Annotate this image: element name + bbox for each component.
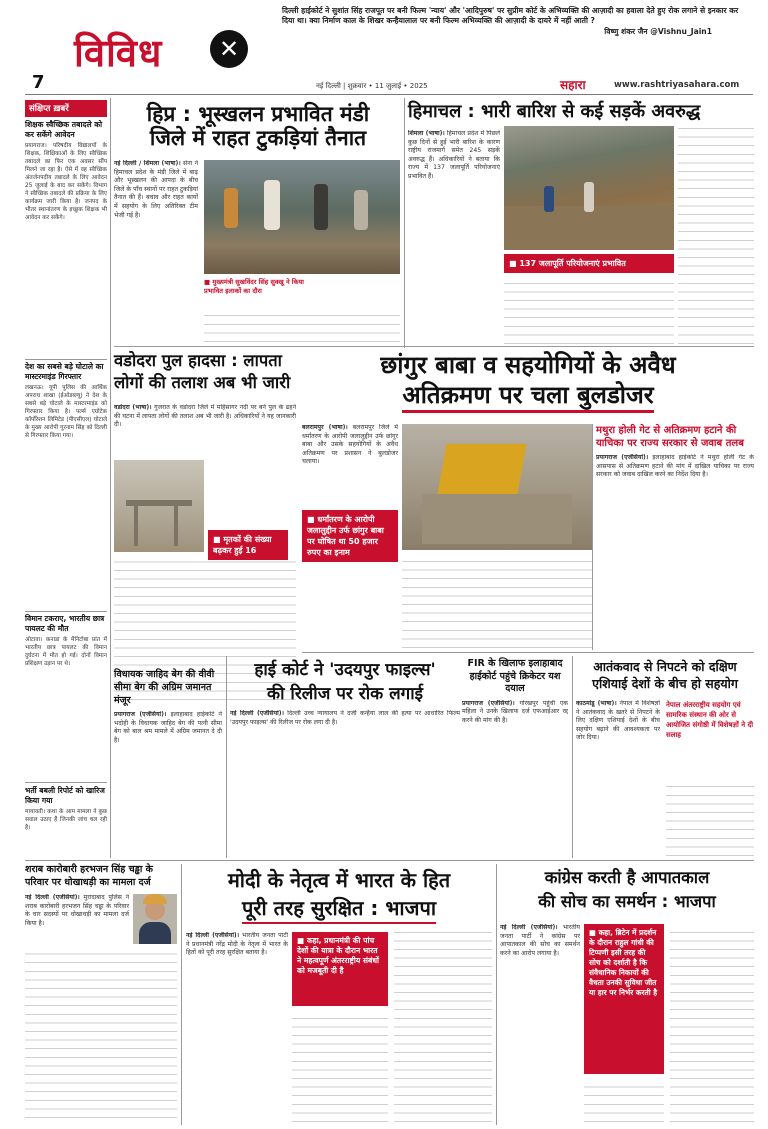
divider xyxy=(25,611,107,612)
article-vidhayak xyxy=(114,668,222,858)
byline: नई दिल्ली (एजेंसियां)। xyxy=(500,924,558,931)
column-rule xyxy=(592,424,593,650)
article-body xyxy=(230,710,460,850)
body-continuation xyxy=(402,556,592,648)
sidebar-item xyxy=(25,120,107,322)
body-continuation xyxy=(292,1012,388,1122)
article-headline: FIR के खिलाफ इलाहाबाद हाईकोर्ट पहुंचे क्रिकेटर यश दयाल xyxy=(467,658,563,694)
article-body xyxy=(25,894,129,944)
person-photo xyxy=(133,894,177,944)
headline-line: जिले में राहत टुकड़ियां तैनात xyxy=(149,126,367,151)
body-text: दिल्ली उच्च न्यायालय ने दर्जी कन्हैया लाल की हत्या पर आधारित फिल्म 'उदयपुर फाइल्स' की रिलीज पर रोक लगा दी है। xyxy=(230,710,460,726)
byline: नई दिल्ली (एजेंसियां)। xyxy=(186,932,240,939)
sidebar-item-body: लखनऊ। यूपी पुलिस की आर्थिक अपराध शाखा (ईओडब्ल्यू) ने देश के सबसे बड़े घोटाले के मास्टरमाइंड को गिरफ्तार किया है। पर्ल्स एग्रोटेक कॉर्पोरेशन लिमिटेड (पीएसीएल) घोटाले के मुख्य आरोपी गुरनाम सिंह को दिल्ली से गिरफ्तार किया गया। xyxy=(25,385,107,439)
column-rule xyxy=(181,864,182,1125)
quote-author: विष्णु शंकर जैन @Vishnu_Jain1 xyxy=(604,27,712,36)
header-quote xyxy=(282,6,752,64)
body-continuation xyxy=(394,932,492,1122)
body-continuation xyxy=(584,1080,664,1122)
article-body xyxy=(408,130,500,344)
byline: वडोदरा (भाषा)। xyxy=(114,404,152,411)
sidebar-item xyxy=(25,614,107,766)
body-continuation xyxy=(678,126,754,344)
article-headline: आतंकवाद से निपटने को दक्षिण एशियाई देशों के बीच हो सहयोग xyxy=(592,659,738,691)
article-yash-dayal xyxy=(462,658,568,858)
article-body xyxy=(500,924,580,1122)
body-text: इलाहाबाद हाईकोर्ट ने मथुरा होली गेट के आसपास से अतिक्रमण हटाने की मांग में दाखिल याचिका पर राज्य सरकार को जवाब दाखिल करने का निर्देश दिया है। xyxy=(596,454,754,479)
body-continuation xyxy=(204,308,400,342)
headline-line: हिप्र : भूस्खलन प्रभावित मंडी xyxy=(146,102,370,126)
divider xyxy=(25,359,107,360)
sidebar-title: संक्षिप्त ख़बरें xyxy=(25,100,107,117)
caption-text: मुख्यमंत्री सुखविंदर सिंह सुक्खू ने किया प्रभावित इलाकों का दौरा xyxy=(204,278,304,295)
callout-badge xyxy=(302,510,398,562)
sidebar-item-body: प्रयागराज। परिषदीय विद्यालयों के शिक्षक, शिक्षिकाओं के लिए स्वैच्छिक तबादले का फिर एक अवसर सौंप मिलने जा रहा है। ऐसे में वह स्वैच्छिक अंतर्जनपदीय तबादले के लिए आवेदन 25 जुलाई के बाद कर सकेंगे। विभाग ने स्वैच्छिक तबादले की प्रक्रिया के लिए कार्यक्रम जारी किया है। जनपद के भीतर स्थानांतरण के इच्छुक शिक्षक भी आवेदन कर सकेंगे। xyxy=(25,143,107,221)
sidebar-item-headline: विमान टकराए, भारतीय छात्र पायलट की मौत xyxy=(25,614,105,633)
badge-marker: ■ xyxy=(509,259,520,268)
article-body xyxy=(114,404,296,454)
body-continuation xyxy=(670,924,754,1122)
article-congress xyxy=(500,866,754,1125)
body-text: नेपाल में विशेषज्ञों ने आतंकवाद के खतरे से निपटने के लिए दक्षिण एशियाई देशों के बीच सहयोग बढ़ाने की आवश्यकता पर जोर दिया। xyxy=(576,700,660,742)
article-mathura xyxy=(596,424,754,650)
headline-line: छांगुर बाबा व सहयोगियों के अवैध xyxy=(380,351,676,379)
byline: नई दिल्ली / शिमला (भाषा)। xyxy=(114,160,181,167)
sub-callout: नेपाल अंतरराष्ट्रीय सहयोग एवं सामरिक संस्थान की ओर से आयोजित संगोष्ठी में विशेषज्ञों ने दी सलाह xyxy=(666,701,754,739)
body-text: सेना ने हिमाचल प्रदेश के मंडी जिले में बाढ़ और भूस्खलन की आपदा के बीच जिले के पाँच स्थानों पर राहत टुकड़ियां तैनात की हैं। बचाव और राहत कार्यों में सहयोग के लिए अतिरिक्त टीम भेजी गई है। xyxy=(114,160,198,219)
article-body xyxy=(462,700,568,840)
headline-line: हाई कोर्ट ने 'उदयपुर फाइल्स' xyxy=(254,660,436,680)
page-number: 7 xyxy=(32,72,45,93)
body-continuation xyxy=(504,276,674,344)
body-text: इलाहाबाद हाईकोर्ट ने भदोही के विधायक जाहिद बेग की पत्नी सीमा बेग को बाल श्रम मामले में अग्रिम जमानत दे दी है। xyxy=(114,711,222,744)
badge-marker: ■ xyxy=(297,936,307,945)
byline: प्रयागराज (एजेंसियां)। xyxy=(596,454,649,461)
masthead-text: सहारा xyxy=(560,78,586,92)
article-headline xyxy=(500,866,754,914)
article-headline: हिमाचल : भारी बारिश से कई सड़कें अवरुद्ध xyxy=(408,101,701,122)
article-body xyxy=(576,700,660,856)
bridge-photo xyxy=(114,460,204,552)
sidebar-item-body: मायावती। कथा के आम मामला ने कुछ सवाल उठाए हैं जिनकी जांच चल रही है। xyxy=(25,809,107,831)
date-line: नई दिल्ली | शुक्रवार • 11 जुलाई • 2025 xyxy=(316,82,428,90)
callout-text: मृतकों की संख्या बढ़कर हुई 16 xyxy=(213,535,272,555)
article-body xyxy=(186,932,288,1122)
row-rule xyxy=(114,346,754,347)
body-text: हिमाचल प्रदेश में पिछले कुछ दिनों से हुई भारी बारिश के कारण राष्ट्रीय राजमार्ग समेत 245 सड़कें अवरुद्ध हैं। अधिकारियों ने बताया कि राज्य में 137 जलापूर्ति परियोजनाएं प्रभावित हैं। xyxy=(408,130,500,180)
callout-text: कहा, प्रधानमंत्री की पांच देशों की यात्रा के दौरान भारत ने महत्वपूर्ण अंतरराष्ट्रीय संबंधों को मजबूती दी है xyxy=(297,936,379,975)
article-headline xyxy=(114,102,402,150)
callout-badge xyxy=(292,932,388,1006)
header-rule xyxy=(25,94,753,95)
column-rule xyxy=(226,656,227,858)
article-headline: वडोदरा पुल हादसा : लापता लोगों की तलाश अब भी जारी xyxy=(114,351,291,392)
badge-marker: ■ xyxy=(307,515,318,524)
byline: शिमला (भाषा)। xyxy=(408,130,445,137)
callout-text: कहा, ब्रिटेन में प्रदर्शन के दौरान राहुल गांधी की टिप्पणी इसी तरह की सोच को दर्शाती है कि संवैधानिक निकायों की वैधता उनकी सुविधा जीत या हार पर निर्भर करती है xyxy=(589,928,658,997)
callout-badge xyxy=(584,924,664,1074)
masthead xyxy=(560,76,586,93)
rescue-photo xyxy=(204,160,400,274)
article-headline xyxy=(302,350,754,413)
article-modi xyxy=(186,866,492,1125)
headline-line: मोदी के नेतृत्व में भारत के हित xyxy=(227,868,451,892)
sidebar-item-headline: भर्ती बबली रिपोर्ट को खारिज किया गया xyxy=(25,786,105,805)
byline: नई दिल्ली (एजेंसियां)। xyxy=(230,710,284,717)
callout-badge xyxy=(504,254,674,273)
row-rule xyxy=(25,860,754,861)
sidebar-item xyxy=(25,362,107,544)
column-rule xyxy=(572,656,573,858)
section-title: विविध xyxy=(74,30,163,75)
byline: नई दिल्ली (एजेंसियां)। xyxy=(25,894,80,901)
body-text: बलरामपुर जिले में धर्मांतरण के आरोपी जलालुद्दीन उर्फ छांगुर बाबा और उसके सहयोगियों के अवैध अतिक्रमण पर प्रशासन ने बुलडोजर चलाया। xyxy=(302,424,398,466)
body-text: गुजरात के वडोदरा जिले में महिसागर नदी पर बने पुल के ढहने की घटना में लापता लोगों की तलाश अब भी जारी है। अधिकारियों ने यह जानकारी दी। xyxy=(114,404,296,429)
callout-text: 137 जलापूर्ति परियोजनाएं प्रभावित xyxy=(519,259,626,268)
bulldozer-photo xyxy=(402,424,592,550)
article-udaipur xyxy=(230,656,460,858)
section-logo xyxy=(40,22,250,78)
headline-line: की सोच का समर्थन : भाजपा xyxy=(538,892,716,911)
headline-line: अतिक्रमण पर चला बुलडोजर xyxy=(402,380,653,413)
body-text: भारतीय जनता पार्टी ने प्रधानमंत्री नरेंद्र मोदी के नेतृत्व में भारत के हितों को पूरी तरह सुरक्षित बताया है। xyxy=(186,932,288,957)
headline-line: कांग्रेस करती है आपातकाल xyxy=(544,868,710,887)
body-text: मुरादाबाद पुलिस ने शराब कारोबारी हरभजन सिंह चड्ढा के परिवार के चार सदस्यों पर धोखाधड़ी का मामला दर्ज किया है। xyxy=(25,894,129,927)
quote-text: दिल्ली हाईकोर्ट ने सुशांत सिंह राजपूत पर बनी फिल्म 'न्याय' और 'आदिपुरुष' पर सुप्रीम कोर्ट के अभिव्यक्ति की आज़ादी का हवाला देते हुए रोक लगाने से इनकार कर दिया था। क्या निर्माण काल के शिखर कन्हैयालाल पर बनी फिल्म अभिव्यक्ति की आज़ादी के दायरे में नहीं आती ? xyxy=(282,6,739,25)
x-logo-icon: ✕ xyxy=(210,30,248,68)
sidebar-item-body: ओटावा। कनाडा के मैनिटोबा प्रांत में भारतीय छात्र पायलट की विमान दुर्घटना में मौत हो गई। दोनों विमान प्रशिक्षण उड़ान पर थे। xyxy=(25,637,107,667)
headline-line: पूरी तरह सुरक्षित : भाजपा xyxy=(242,894,436,924)
article-headline xyxy=(186,866,492,924)
column-rule xyxy=(110,98,111,858)
body-continuation xyxy=(25,948,177,1118)
page-header xyxy=(0,0,768,96)
website: www.rashtriyasahara.com xyxy=(614,80,740,90)
badge-marker: ■ xyxy=(589,928,599,937)
headline-line: की रिलीज पर रोक लगाई xyxy=(267,684,423,704)
article-headline xyxy=(230,658,460,706)
body-continuation xyxy=(666,784,754,856)
article-terror xyxy=(576,658,754,858)
article-harbhajan xyxy=(25,864,177,1125)
article-body xyxy=(596,454,754,624)
sidebar-item-headline: देश का सबसे बड़े घोटाले का मास्टरमाइंड गिरफ्तार xyxy=(25,362,104,381)
article-body xyxy=(114,711,222,841)
column-rule xyxy=(496,864,497,1125)
byline: प्रयागराज (एजेंसियां)। xyxy=(462,699,515,707)
callout-badge xyxy=(208,530,288,560)
callout-text: धर्मांतरण के आरोपी जलालुद्दीन उर्फ छांगुर बाबा पर घोषित था 50 हजार रुपए का इनाम xyxy=(307,515,384,557)
body-text: भारतीय जनता पार्टी ने कांग्रेस पर आपातकाल की सोच का समर्थन करने का आरोप लगाया है। xyxy=(500,924,580,957)
article-himachal-relief xyxy=(114,98,402,344)
column-rule xyxy=(404,98,405,348)
badge-marker: ■ xyxy=(213,535,224,544)
photo-caption xyxy=(204,278,304,296)
sidebar-item-headline: शिक्षक स्वैच्छिक तबादले को कर सकेंगे आवेदन xyxy=(25,120,103,139)
byline: प्रयागराज (एजेंसियां)। xyxy=(114,711,167,718)
caption-marker: ■ xyxy=(204,278,213,286)
article-body xyxy=(114,160,198,342)
article-headline: मथुरा होली गेट से अतिक्रमण हटाने की याचिका पर राज्य सरकार से जवाब तलब xyxy=(596,425,744,449)
article-headline: विधायक जाहिद बेग की वीवी सीमा बेग की अग्रिम जमानत मंजूर xyxy=(114,669,215,706)
article-himachal-roads xyxy=(408,98,754,348)
flood-photo xyxy=(504,126,674,250)
byline: बलरामपुर (भाषा)। xyxy=(302,424,348,431)
byline: काठमांडू (भाषा)। xyxy=(576,700,617,707)
article-headline: शराब कारोबारी हरभजन सिंह चड्ढा के परिवार पर धोखाधड़ी का मामला दर्ज xyxy=(25,864,153,888)
row-rule xyxy=(302,652,754,653)
divider xyxy=(25,782,107,783)
body-text: गोरखपुर पहुंची एक महिला ने उनके खिलाफ दर्ज एफआईआर रद्द करने की मांग की है। xyxy=(462,699,568,724)
